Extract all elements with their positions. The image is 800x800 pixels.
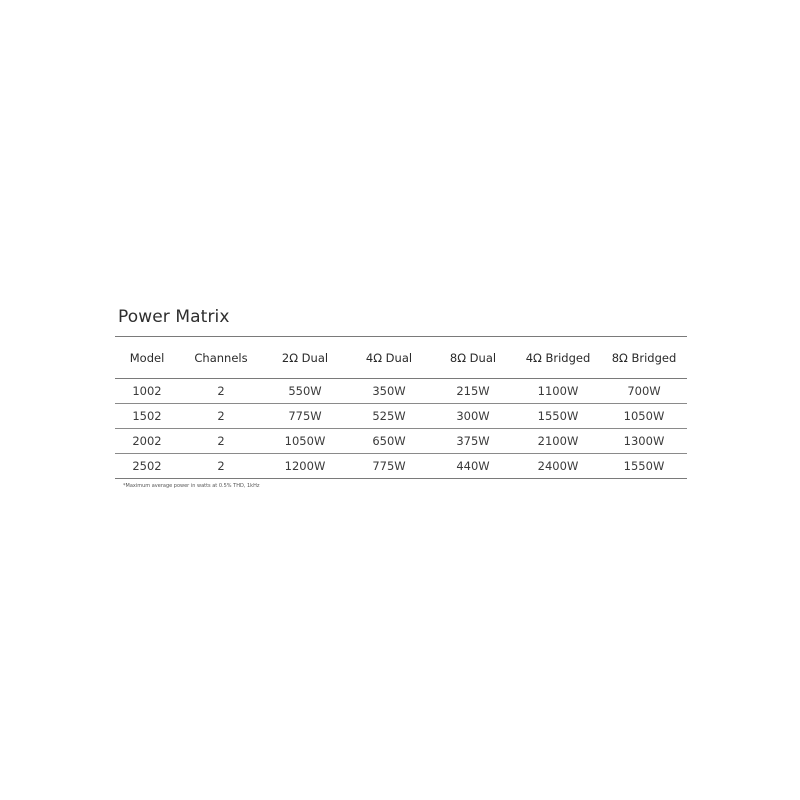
cell-8ohm-dual: 440W bbox=[456, 459, 490, 473]
cell-model: 1002 bbox=[115, 379, 179, 404]
column-header-4ohm-dual: 4Ω Dual bbox=[347, 337, 431, 379]
cell-4ohm-dual: 525W bbox=[347, 404, 431, 429]
cell-2ohm-dual: 550W bbox=[263, 379, 347, 404]
cell-channels: 2 bbox=[179, 404, 263, 429]
table-row bbox=[115, 429, 687, 454]
cell-8ohm-bridged: 1550W bbox=[623, 459, 665, 473]
cell-4ohm-bridged: 1550W bbox=[515, 404, 601, 429]
column-header-model: Model bbox=[115, 337, 179, 379]
cell-4ohm-bridged: 2100W bbox=[515, 429, 601, 454]
cell-8ohm-dual: 375W bbox=[431, 429, 515, 454]
cell-8ohm-dual: 215W bbox=[431, 379, 515, 404]
cell-model: 2502 bbox=[132, 459, 162, 473]
footnote: *Maximum average power in watts at 0.5% THD, 1kHz bbox=[123, 483, 260, 489]
cell-8ohm-bridged: 1050W bbox=[601, 404, 687, 429]
cell-2ohm-dual: 1200W bbox=[284, 459, 326, 473]
column-header-8ohm-bridged: 8Ω Bridged bbox=[601, 337, 687, 379]
cell-4ohm-dual: 650W bbox=[347, 429, 431, 454]
cell-4ohm-bridged: 1100W bbox=[515, 379, 601, 404]
column-header-8ohm-dual: 8Ω Dual bbox=[431, 337, 515, 379]
cell-channels: 2 bbox=[217, 459, 225, 473]
cell-8ohm-dual: 300W bbox=[431, 404, 515, 429]
table-row bbox=[115, 404, 687, 429]
cell-4ohm-dual: 350W bbox=[347, 379, 431, 404]
cell-2ohm-dual: 775W bbox=[263, 404, 347, 429]
page-title: Power Matrix bbox=[118, 307, 230, 327]
cell-4ohm-dual: 775W bbox=[372, 459, 406, 473]
power-matrix-section bbox=[115, 306, 687, 490]
table-header-row bbox=[115, 337, 687, 379]
column-header-2ohm-dual: 2Ω Dual bbox=[263, 337, 347, 379]
table-row bbox=[115, 454, 687, 479]
cell-8ohm-bridged: 1300W bbox=[601, 429, 687, 454]
cell-channels: 2 bbox=[179, 429, 263, 454]
cell-2ohm-dual: 1050W bbox=[263, 429, 347, 454]
column-header-4ohm-bridged: 4Ω Bridged bbox=[515, 337, 601, 379]
table-row bbox=[115, 379, 687, 404]
power-matrix-table bbox=[115, 336, 687, 479]
cell-4ohm-bridged: 2400W bbox=[537, 459, 579, 473]
cell-channels: 2 bbox=[179, 379, 263, 404]
column-header-channels: Channels bbox=[179, 337, 263, 379]
cell-model: 1502 bbox=[115, 404, 179, 429]
cell-8ohm-bridged: 700W bbox=[601, 379, 687, 404]
cell-model: 2002 bbox=[115, 429, 179, 454]
